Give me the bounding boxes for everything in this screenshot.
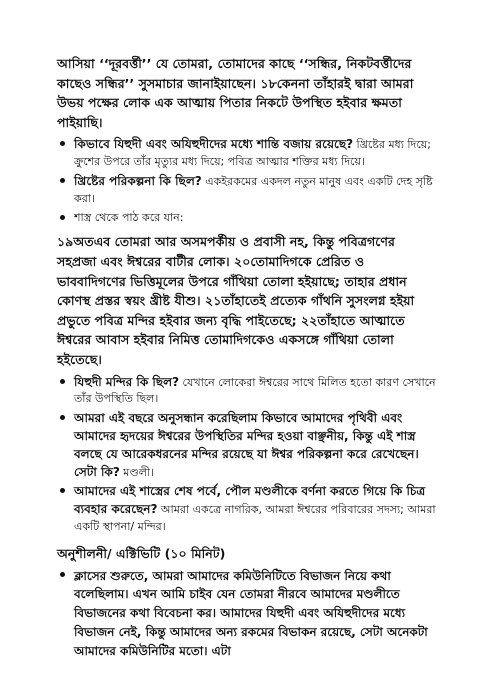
question-text: যিহুদী মন্দির কি ছিল? — [74, 374, 180, 389]
activity-heading: অনুশীলনী/ এক্টিভিটি (১০ মিনিট) — [57, 545, 226, 561]
answer-text: যেখানে লোকেরা ঈশ্বরের সাথে মিলিত হতো কারণ সেখানে তাঁর উপস্থিতি ছিল। — [74, 375, 436, 406]
question-text: খ্রিষ্টের পরিকল্পনা কি ছিল? — [74, 173, 202, 188]
question-text: আমাদের এই শাস্ত্রের শেষ পর্বে, পৌল মণ্ডলীকে বর্ণনা করতে গিয়ে কি চিত্র ব্যবহার করেছেন? — [74, 484, 426, 517]
bullet-icon — [60, 379, 65, 384]
bullet-icon — [60, 178, 65, 183]
list-item — [57, 410, 437, 481]
intro-paragraph: আসিয়া ‘‘দূরবর্ত্তী’’ যে তোমরা, তোমাদের কাছে ‘‘সন্ধির, নিকটবর্ত্তীদের কাছেও সন্ধির’’ সুসমাচার জানাইয়াছেন। ১৮কেননা তাঁহারই দ্বারা আমরা উভয় পক্ষের লোক এক আত্মায় পিতার নিকটে উপস্থিত হইবার ক্ষমতা পাইয়াছি। — [57, 56, 414, 130]
bullet-icon — [60, 488, 65, 493]
bullet-icon — [60, 141, 65, 146]
answer-text: একইরকমের একদল নতুন মানুষ এবং একটি দেহ সৃষ্টি করা। — [74, 174, 433, 205]
activity-list — [57, 567, 437, 661]
instruction-text: শাস্ত্র থেকে পাঠ করে যান: — [74, 210, 184, 224]
list-item — [57, 136, 437, 171]
scripture-paragraph: ১৯অতএব তোমরা আর অসমপর্কীয় ও প্রবাসী নহ, কিন্তু পবিত্রগণের সহপ্রজা এবং ঈশ্বরের বাটীর লোক। ২০তোমাদিগকে প্রেরিত ও ভাববাদিগণের ভিত্তিমূলের উপরে গাঁথিয়া তোলা হইয়াছে; তাহার প্রধান কোণস্থ প্রস্তর স্বয়ং খ্রীষ্ট যীশু। ২১তাঁহাতেই প্রত্যেক গাঁথনি সুসংলগ্ন হইয়া প্রভুতে পবিত্র মন্দির হইবার জন্য বৃদ্ধি পাইতেছে; ২২তাঁহাতে আত্মাতে ঈশ্বরের আবাস হইবার নিমিত্ত তোমাদিগকেও একসঙ্গে গাঁথিয়া তোলা হইতেছে। — [57, 234, 415, 367]
answer-text: মণ্ডলী। — [119, 465, 154, 479]
question-text: কিভাবে যিহুদী এবং অযিহুদীদের মধ্যে শান্তি বজায় রয়েছে? — [74, 137, 354, 152]
list-item — [57, 210, 437, 227]
activity-text: ক্লাসের শুরুতে, আমরা আমাদের কমিউনিটিতে বিভাজন নিয়ে কথা বলেছিলাম। এখন আমি চাইব যেন তোমরা নীরবে আমাদের মণ্ডলীতে বিভাজনের কথা বিবেচনা কর। আমাদের যিহুদী এবং অযিহুদীদের মধ্যে বিভাজন নেই, কিন্তু আমাদের অন্য রকমের বিভাকন রয়েছে, সেটা অনেকটা আমাদের কমিউনিটির মতো। এটা — [74, 568, 428, 658]
question-text: আমরা এই বছরে অনুসন্ধান করেছিলাম কিভাবে আমাদের পৃথিবী এবং আমাদের হৃদয়ের ঈশ্বরের উপস্থিতির মন্দির হওয়া বাঞ্ছনীয়, কিন্তু এই শাস্ত্র বলছে যে আরেকধরনের মন্দির রয়েছে যা ঈশ্বর পরিকল্পনা করে রেখেছেন। সেটা কি? — [74, 411, 419, 479]
bullet-icon — [60, 572, 65, 577]
bullet-icon — [60, 215, 65, 220]
question-list-2 — [57, 374, 437, 536]
list-item — [57, 483, 437, 535]
question-list-1 — [57, 136, 437, 226]
answer-text: খ্রিষ্টের মধ্য দিয়ে; ক্রুশের উপরে তাঁর মৃত্যুর মধ্য দিয়ে; পবিত্র আত্মার শক্তির মধ্য দিয়ে। — [74, 138, 431, 169]
answer-text: আমরা একত্রে নাগরিক, আমরা ঈশ্বরের পরিবারের সদস্য; আমরা একটি স্থাপনা/ মন্দির। — [74, 503, 436, 533]
list-item — [57, 567, 437, 661]
list-item — [57, 374, 437, 409]
list-item — [57, 173, 437, 208]
bullet-icon — [60, 415, 65, 420]
